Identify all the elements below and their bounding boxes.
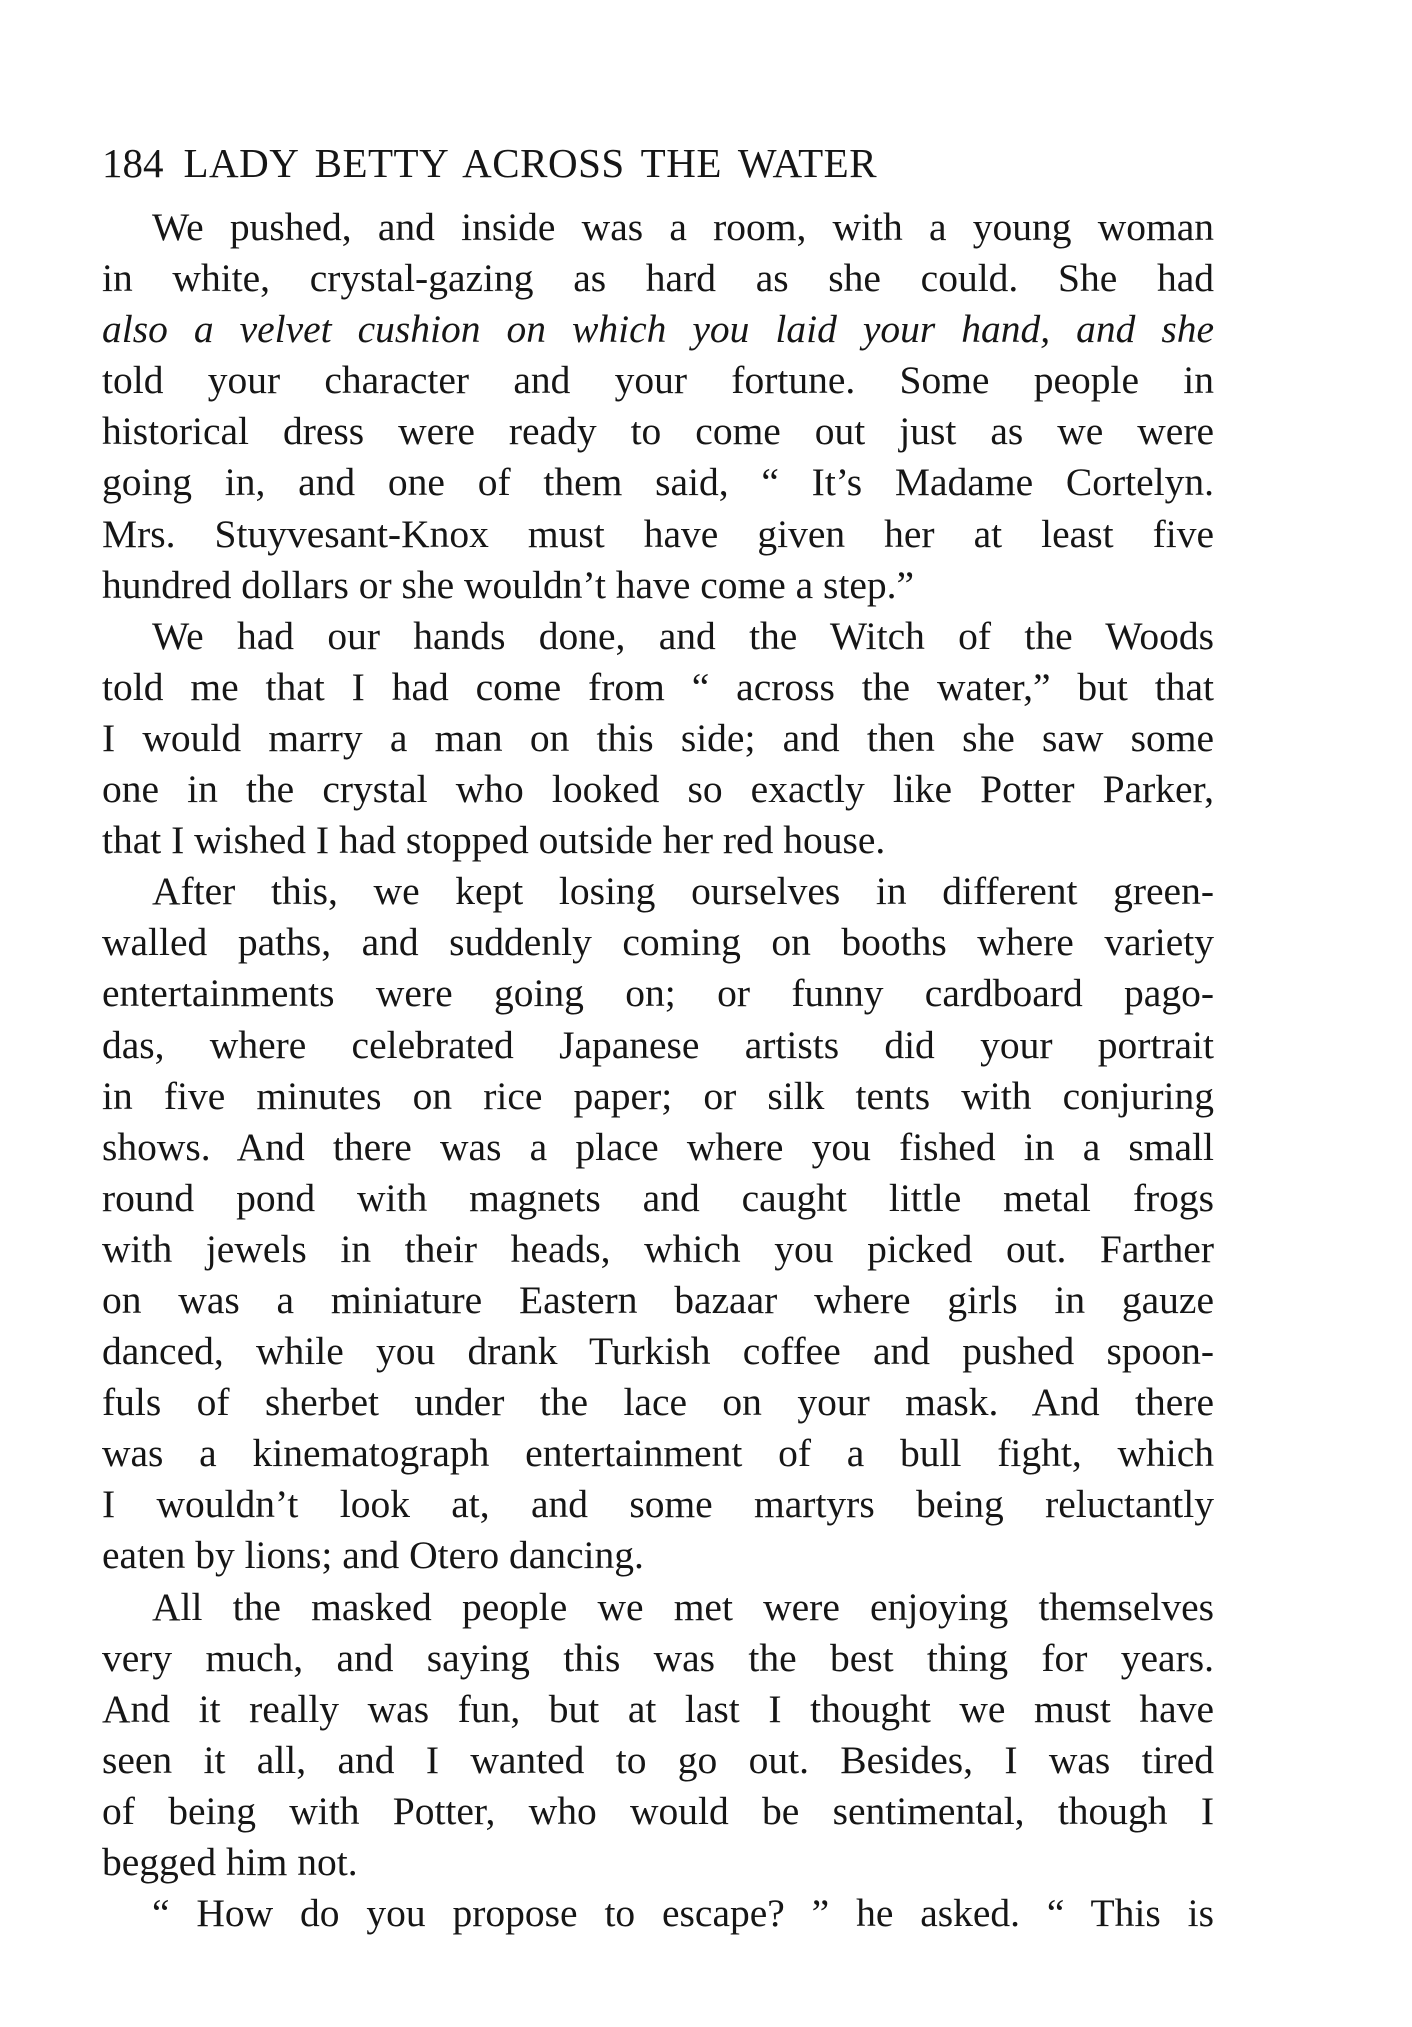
page-number: 184 — [102, 140, 164, 186]
text-line: And it really was fun, but at last I thought we must have — [102, 1686, 1214, 1731]
text-line: on was a miniature Eastern bazaar where girls in gauze — [102, 1277, 1214, 1322]
text-line: in five minutes on rice paper; or silk tents with conjuring — [102, 1073, 1214, 1118]
text-line: told me that I had come from “ across the water,” but that — [102, 664, 1214, 709]
text-line: with jewels in their heads, which you picked out. Farther — [102, 1226, 1214, 1271]
text-line: very much, and saying this was the best thing for years. — [102, 1635, 1214, 1680]
text-line-italic: also a velvet cushion on which you laid your hand, and she — [102, 307, 1214, 352]
text-line: hundred dollars or she wouldn’t have come a step.” — [102, 562, 915, 607]
text-line: walled paths, and suddenly coming on booths where variety — [102, 920, 1214, 965]
book-page — [102, 138, 1214, 1939]
text-line: that I wished I had stopped outside her red house. — [102, 818, 886, 863]
text-line: fuls of sherbet under the lace on your mask. And there — [102, 1380, 1214, 1425]
paragraph-4 — [102, 1582, 1214, 1889]
text-line: begged him not. — [102, 1840, 358, 1884]
text-line: All the masked people we met were enjoying themselves — [152, 1584, 1214, 1629]
text-line: round pond with magnets and caught little metal frogs — [102, 1175, 1214, 1220]
text-line: After this, we kept losing ourselves in different green- — [152, 869, 1214, 914]
text-line: “ How do you propose to escape? ” he asked. “ This is — [152, 1891, 1214, 1936]
text-line: one in the crystal who looked so exactly like Potter Parker, — [102, 767, 1214, 812]
paragraph-5 — [102, 1888, 1214, 1939]
text-line: historical dress were ready to come out just as we were — [102, 409, 1214, 454]
paragraph-1 — [102, 202, 1214, 611]
text-line: in white, crystal-gazing as hard as she could. She had — [102, 256, 1214, 301]
text-line: shows. And there was a place where you fished in a small — [102, 1124, 1214, 1169]
text-line: Mrs. Stuyvesant-Knox must have given her at least five — [102, 511, 1214, 556]
text-line: seen it all, and I wanted to go out. Besides, I was tired — [102, 1737, 1214, 1782]
text-line: going in, and one of them said, “ It’s Madame Cortelyn. — [102, 460, 1214, 505]
paragraph-2 — [102, 611, 1214, 866]
paragraph-3 — [102, 866, 1214, 1581]
text-line: eaten by lions; and Otero dancing. — [102, 1533, 644, 1578]
text-line: We pushed, and inside was a room, with a young woman — [152, 205, 1214, 249]
text-line: We had our hands done, and the Witch of the Woods — [152, 613, 1214, 658]
text-line: entertainments were going on; or funny cardboard pago- — [102, 971, 1214, 1016]
text-line: told your character and your fortune. Some people in — [102, 358, 1214, 403]
text-line: I wouldn’t look at, and some martyrs being reluctantly — [102, 1482, 1214, 1527]
text-line: I would marry a man on this side; and then she saw some — [102, 715, 1214, 760]
book-title: LADY BETTY ACROSS THE WATER — [183, 140, 878, 186]
running-head — [102, 138, 1214, 188]
text-line: danced, while you drank Turkish coffee and pushed spoon- — [102, 1329, 1214, 1374]
text-line: of being with Potter, who would be sentimental, though I — [102, 1788, 1214, 1833]
text-line: was a kinematograph entertainment of a bull fight, which — [102, 1431, 1214, 1476]
text-line: das, where celebrated Japanese artists did your portrait — [102, 1022, 1214, 1067]
body-text — [102, 202, 1214, 1939]
